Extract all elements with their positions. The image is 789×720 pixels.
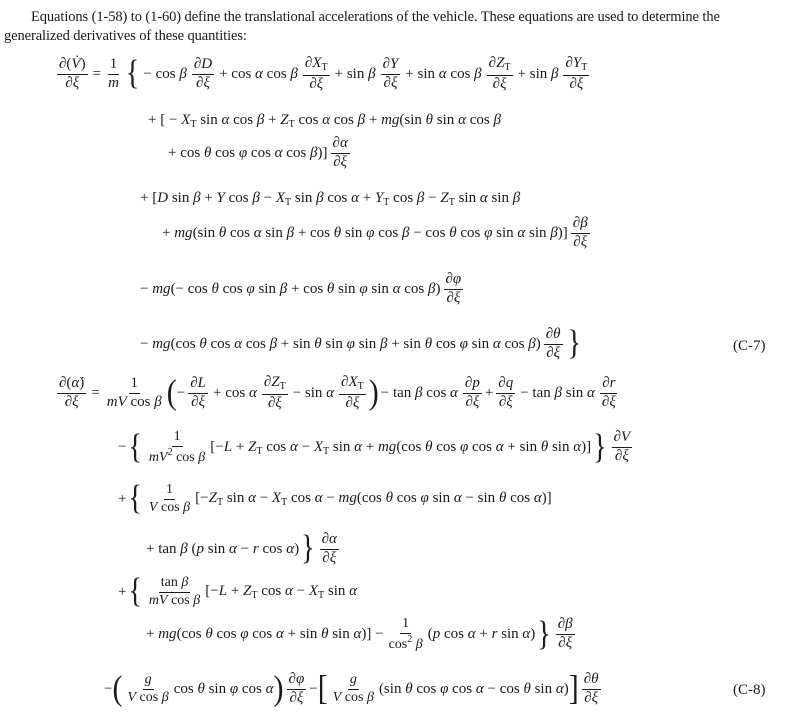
lhs-fraction: $\frac{\partial(\alphȧ)}{\partial\xi}$ [59,374,85,410]
intro-paragraph [4,8,784,46]
eq-c7-line-3: + cos θ cos φ cos α cos β)] $\frac{\partial\alpha}{\partial\xi}$ [168,135,348,170]
equation-number-c7: (C-7) [733,338,766,354]
eq-c8-line-5: + { $\frac{\text{tan β}}{\text{mV cos β}}$ [$-L + Z_T$ $\cos \alpha - X_T$ sin α [118,572,357,611]
eq-c8-line-1: $\frac{\partial(\alphȧ)}{\partial\xi}$ = $\frac{1}{\text{mV cos β}}$ ( − $\frac{\partial L}{\partial\xi}$ + cos α $\frac{\partial Z_T}{\partial\xi}$ − sin α $\frac{\partial X_T}{\partial\xi}$ ) − tan β cos α $\frac{\partial p}{\partial\xi}$ + $\frac{\partial q}{\partial\xi}$ − tan β sin α $\frac{\partial r}{\partial\xi}$ [59,373,616,412]
eq-c8-line-4: + tan β (p sin α − r cos α) } $\frac{\partial\alpha}{\partial\xi}$ [146,529,337,568]
eq-c7-line-4: + [D sin β + Y $\cos \beta - X_T$ sin β $\cos \alpha + Y_T$ $\cos \beta - Z_T$ sin α sin β [140,190,521,208]
eq-c8-line-2: − { $\frac{1}{mV^2 \cos \beta}$ [$-L + Z_T$ $\cos \alpha - X_T$ sin α + mg(cos θ cos φ cos α + sin θ sin α)] } $\frac{\partial V}{\partial\xi}$ [118,427,631,467]
equation-number-c8: (C-8) [733,682,766,698]
eq-c8-line-7: − ( $\frac{g}{\text{V cos β}}$ cos θ sin φ cos α ) $\frac{\partial\varphi}{\partial\xi}$ − [ $\frac{g}{\text{V cos β}}$ (sin θ cos φ cos α − cos θ sin α) ] $\frac{\partial\theta}{\partial\xi}$ [104,669,599,708]
eq-c7-line-7: − mg(cos θ cos α cos β + sin θ sin φ sin β + sin θ cos φ sin α cos β) $\frac{\partial\theta}{\partial\xi}$ } [140,324,581,363]
lhs-fraction: $\frac{\partial(V̇)}{\partial\xi}$ [59,55,86,91]
eq-c7-line-5: + mg(sin θ cos α sin β + cos θ sin φ cos β − cos θ cos φ sin α sin β)] $\frac{\partial\beta}{\partial\xi}$ [162,215,588,250]
eq-c7-line-2: + [ − $X_T$ sin α $\cos \beta + Z_T$ cos α cos β + mg(sin θ sin α cos β [148,112,501,130]
eq-c7-line-6: − mg(− cos θ cos φ sin β + cos θ sin φ sin α cos β) $\frac{\partial\varphi}{\partial\xi}$ [140,271,462,306]
eq-c8-line-6: + mg(cos θ cos φ cos α + sin θ sin α)] − $\frac{1}{\cos^2 \beta}$ (p cos α + r sin α) } $\frac{\partial\beta}{\partial\xi}$ [146,614,573,654]
eq-c7-line-1: $\frac{\partial(V̇)}{\partial\xi}$ = $\frac{1}{m}$ { − cos β $\frac{\partial D}{\partial\xi}$ + cos α cos β $\frac{\partial X_T}{\partial\xi}$ + sin β $\frac{\partial Y}{\partial\xi}$ + sin α cos β $\frac{\partial Z_T}{\partial\xi}$ + sin β $\frac{\partial Y_T}{\partial\xi}$ [59,54,588,93]
eq-c8-line-3: + { $\frac{1}{\text{V cos β}}$ [$-Z_T$ $\sin \alpha - X_T$ cos α − mg(cos θ cos φ sin α − sin θ cos α)] [118,479,552,518]
intro-text: Equations (1-58) to (1-60) define the translational accelerations of the vehicle. These equations are used to determine the generalized derivatives of these quantities: [4,9,720,44]
